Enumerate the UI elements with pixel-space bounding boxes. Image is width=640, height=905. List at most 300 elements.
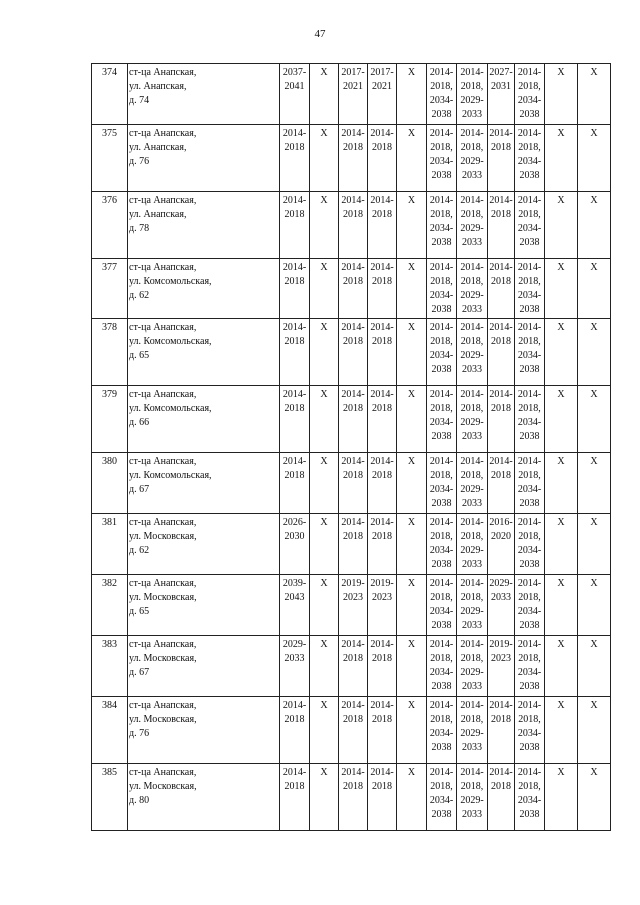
period-line: 2018 <box>372 276 392 287</box>
period-line: 2018 <box>343 653 363 664</box>
period-line: 2018 <box>343 142 363 153</box>
address-line: ул. Московская, <box>129 781 197 792</box>
not-applicable-cell <box>578 192 611 259</box>
period-line: 2018 <box>372 653 392 664</box>
period-line: 2014- <box>517 767 542 778</box>
period-line: 2038 <box>431 431 452 442</box>
period-cell <box>457 697 488 764</box>
period-cell <box>280 697 310 764</box>
x-mark: X <box>557 389 565 400</box>
period-cell <box>280 125 310 192</box>
period-line: 2018 <box>372 714 392 725</box>
period-line: 2018 <box>284 336 305 347</box>
period-cell <box>515 319 545 386</box>
period-line: 2029- <box>460 484 484 495</box>
period-cell <box>515 259 545 319</box>
period-line: 2014- <box>460 67 484 78</box>
not-applicable-cell <box>578 386 611 453</box>
period-line: 2014- <box>517 322 542 333</box>
not-applicable-cell <box>310 764 339 831</box>
period-line: 2014- <box>341 262 365 273</box>
period-line: 2018, <box>460 531 484 542</box>
period-cell <box>515 386 545 453</box>
period-cell <box>368 453 397 514</box>
period-line: 2014- <box>282 389 307 400</box>
period-line: 2014- <box>370 195 394 206</box>
period-line: 2014- <box>341 322 365 333</box>
period-line: 2034- <box>429 417 454 428</box>
period-line: 2033 <box>462 237 482 248</box>
period-cell <box>339 64 368 125</box>
table-row <box>92 764 611 831</box>
period-line: 2014- <box>489 262 513 273</box>
period-cell <box>427 319 457 386</box>
period-cell <box>280 192 310 259</box>
x-mark: X <box>407 262 416 273</box>
x-mark: X <box>407 456 416 467</box>
period-cell <box>457 259 488 319</box>
period-cell <box>427 453 457 514</box>
x-mark: X <box>590 128 598 139</box>
not-applicable-cell <box>578 636 611 697</box>
period-line: 2029- <box>460 795 484 806</box>
x-mark: X <box>407 128 416 139</box>
period-line: 2014- <box>517 262 542 273</box>
period-cell <box>280 259 310 319</box>
row-number-cell: 374 <box>92 64 128 125</box>
x-mark: X <box>407 700 416 711</box>
period-line: 2014- <box>370 262 394 273</box>
row-number-cell: 377 <box>92 259 128 319</box>
period-line: 2034- <box>429 290 454 301</box>
period-cell <box>457 319 488 386</box>
not-applicable-cell <box>310 259 339 319</box>
period-line: 2038 <box>519 498 540 509</box>
not-applicable-cell <box>397 125 427 192</box>
period-line: 2027- <box>489 67 513 78</box>
not-applicable-cell <box>397 64 427 125</box>
period-cell <box>339 386 368 453</box>
period-line: 2034- <box>429 545 454 556</box>
period-cell <box>515 125 545 192</box>
period-cell <box>368 259 397 319</box>
period-line: 2018 <box>343 531 363 542</box>
period-line: 2014- <box>341 389 365 400</box>
period-line: 2038 <box>519 237 540 248</box>
period-cell <box>488 514 515 575</box>
address-cell <box>128 575 280 636</box>
period-line: 2014- <box>341 700 365 711</box>
address-line: ул. Комсомольская, <box>129 276 212 287</box>
period-line: 2014- <box>341 517 365 528</box>
address-cell <box>128 64 280 125</box>
period-line: 2014- <box>341 639 365 650</box>
x-mark: X <box>590 322 598 333</box>
period-line: 2034- <box>429 350 454 361</box>
table-body <box>92 64 611 831</box>
period-cell <box>368 764 397 831</box>
period-line: 2018 <box>372 403 392 414</box>
period-cell <box>280 575 310 636</box>
period-cell <box>515 764 545 831</box>
period-line: 2014- <box>429 578 454 589</box>
period-line: 2018, <box>518 592 541 603</box>
period-line: 2018 <box>372 470 392 481</box>
period-line: 2038 <box>431 742 452 753</box>
period-line: 2038 <box>431 170 452 181</box>
address-line: д. 76 <box>129 728 150 739</box>
period-line: 2029- <box>460 95 484 106</box>
not-applicable-cell <box>310 514 339 575</box>
period-line: 2033 <box>284 653 305 664</box>
period-line: 2014- <box>489 128 513 139</box>
period-line: 2014- <box>489 322 513 333</box>
period-line: 2014- <box>282 322 307 333</box>
address-line: ст-ца Анапская, <box>129 195 197 206</box>
address-line: д. 65 <box>129 606 150 617</box>
period-cell <box>427 386 457 453</box>
period-line: 2038 <box>431 304 452 315</box>
x-mark: X <box>590 195 598 206</box>
period-line: 2014- <box>489 389 513 400</box>
period-line: 2018, <box>460 142 484 153</box>
period-line: 2014- <box>370 700 394 711</box>
period-line: 2043 <box>284 592 305 603</box>
period-cell <box>488 697 515 764</box>
not-applicable-cell <box>545 764 578 831</box>
period-line: 2014- <box>429 639 454 650</box>
period-line: 2038 <box>519 559 540 570</box>
period-line: 2014- <box>460 262 484 273</box>
period-cell <box>488 386 515 453</box>
period-line: 2029- <box>282 639 307 650</box>
period-line: 2034- <box>517 417 542 428</box>
period-line: 2033 <box>462 170 482 181</box>
period-line: 2038 <box>431 109 452 120</box>
period-line: 2018 <box>491 470 511 481</box>
period-line: 2018 <box>284 781 305 792</box>
x-mark: X <box>320 322 328 333</box>
period-line: 2014- <box>460 389 484 400</box>
address-line: ул. Московская, <box>129 592 197 603</box>
not-applicable-cell <box>310 319 339 386</box>
not-applicable-cell <box>397 386 427 453</box>
address-line: ст-ца Анапская, <box>129 767 197 778</box>
table-row <box>92 575 611 636</box>
period-cell <box>368 64 397 125</box>
x-mark: X <box>320 195 328 206</box>
period-line: 2014- <box>460 195 484 206</box>
address-line: д. 74 <box>129 95 150 106</box>
period-cell <box>280 636 310 697</box>
not-applicable-cell <box>310 192 339 259</box>
period-line: 2034- <box>517 667 542 678</box>
period-line: 2034- <box>517 223 542 234</box>
address-line: ст-ца Анапская, <box>129 128 197 139</box>
not-applicable-cell <box>397 697 427 764</box>
period-cell <box>368 514 397 575</box>
not-applicable-cell <box>545 125 578 192</box>
period-cell <box>515 575 545 636</box>
address-line: ст-ца Анапская, <box>129 389 197 400</box>
period-cell <box>427 575 457 636</box>
period-line: 2034- <box>517 795 542 806</box>
period-line: 2018, <box>460 781 484 792</box>
period-line: 2018, <box>430 403 453 414</box>
period-line: 2019- <box>489 639 513 650</box>
x-mark: X <box>557 195 565 206</box>
period-cell <box>368 319 397 386</box>
table-row <box>92 125 611 192</box>
address-cell <box>128 259 280 319</box>
period-cell <box>488 764 515 831</box>
period-line: 2014- <box>460 517 484 528</box>
table-row <box>92 453 611 514</box>
period-line: 2014- <box>517 67 542 78</box>
period-line: 2034- <box>517 545 542 556</box>
not-applicable-cell <box>578 514 611 575</box>
not-applicable-cell <box>578 453 611 514</box>
period-line: 2018, <box>460 592 484 603</box>
address-line: д. 76 <box>129 156 150 167</box>
period-line: 2014- <box>460 700 484 711</box>
period-line: 2018, <box>460 81 484 92</box>
period-line: 2018, <box>430 142 453 153</box>
period-line: 2018, <box>518 531 541 542</box>
period-line: 2038 <box>519 809 540 820</box>
period-line: 2014- <box>517 128 542 139</box>
period-cell <box>488 259 515 319</box>
period-cell <box>515 64 545 125</box>
period-line: 2033 <box>462 742 482 753</box>
period-cell <box>457 64 488 125</box>
period-cell <box>427 514 457 575</box>
period-line: 2034- <box>517 484 542 495</box>
period-line: 2014- <box>460 128 484 139</box>
period-cell <box>427 192 457 259</box>
address-line: ул. Анапская, <box>129 81 187 92</box>
address-cell <box>128 697 280 764</box>
period-line: 2014- <box>282 195 307 206</box>
period-line: 2034- <box>429 606 454 617</box>
address-cell <box>128 192 280 259</box>
period-line: 2014- <box>429 389 454 400</box>
period-cell <box>339 319 368 386</box>
row-number-cell: 383 <box>92 636 128 697</box>
period-line: 2019- <box>341 578 365 589</box>
period-cell <box>488 64 515 125</box>
period-cell <box>427 64 457 125</box>
period-cell <box>427 636 457 697</box>
period-cell <box>427 764 457 831</box>
period-line: 2029- <box>460 350 484 361</box>
address-line: ул. Комсомольская, <box>129 336 212 347</box>
period-line: 2034- <box>429 95 454 106</box>
period-line: 2018, <box>518 781 541 792</box>
table-row <box>92 386 611 453</box>
period-cell <box>339 125 368 192</box>
address-line: ул. Московская, <box>129 653 197 664</box>
period-line: 2018, <box>518 142 541 153</box>
period-cell <box>457 125 488 192</box>
period-line: 2034- <box>517 95 542 106</box>
period-line: 2018 <box>372 336 392 347</box>
period-cell <box>515 514 545 575</box>
period-line: 2029- <box>460 417 484 428</box>
period-line: 2018, <box>430 592 453 603</box>
row-number-cell: 384 <box>92 697 128 764</box>
not-applicable-cell <box>310 453 339 514</box>
period-line: 2034- <box>517 290 542 301</box>
period-cell <box>339 192 368 259</box>
period-line: 2038 <box>431 559 452 570</box>
not-applicable-cell <box>578 764 611 831</box>
period-cell <box>457 764 488 831</box>
period-line: 2018, <box>518 276 541 287</box>
period-line: 2014- <box>517 389 542 400</box>
period-line: 2014- <box>429 262 454 273</box>
period-line: 2033 <box>462 620 482 631</box>
table-row <box>92 259 611 319</box>
period-line: 2023 <box>491 653 511 664</box>
not-applicable-cell <box>578 64 611 125</box>
not-applicable-cell <box>578 575 611 636</box>
period-line: 2014- <box>429 67 454 78</box>
period-line: 2018 <box>284 714 305 725</box>
x-mark: X <box>557 700 565 711</box>
period-line: 2014- <box>517 578 542 589</box>
address-cell <box>128 764 280 831</box>
table-row <box>92 64 611 125</box>
period-line: 2018, <box>460 470 484 481</box>
period-line: 2021 <box>343 81 363 92</box>
period-cell <box>368 636 397 697</box>
not-applicable-cell <box>545 319 578 386</box>
x-mark: X <box>320 767 328 778</box>
period-line: 2014- <box>370 128 394 139</box>
period-cell <box>515 697 545 764</box>
table-row <box>92 697 611 764</box>
address-line: д. 62 <box>129 545 150 556</box>
period-line: 2018 <box>284 470 305 481</box>
period-line: 2018, <box>518 81 541 92</box>
period-line: 2018, <box>518 209 541 220</box>
period-line: 2023 <box>372 592 392 603</box>
x-mark: X <box>590 456 598 467</box>
period-line: 2038 <box>519 742 540 753</box>
not-applicable-cell <box>545 514 578 575</box>
period-line: 2038 <box>519 431 540 442</box>
x-mark: X <box>320 517 328 528</box>
period-line: 2033 <box>462 809 482 820</box>
period-cell <box>280 64 310 125</box>
period-line: 2014- <box>517 195 542 206</box>
period-line: 2018 <box>491 142 511 153</box>
period-line: 2038 <box>519 620 540 631</box>
address-line: д. 80 <box>129 795 150 806</box>
period-line: 2014- <box>341 128 365 139</box>
period-line: 2018, <box>460 403 484 414</box>
x-mark: X <box>590 67 598 78</box>
x-mark: X <box>557 767 565 778</box>
row-number-cell: 385 <box>92 764 128 831</box>
period-line: 2038 <box>431 620 452 631</box>
period-line: 2014- <box>429 700 454 711</box>
period-line: 2014- <box>341 456 365 467</box>
period-line: 2014- <box>282 262 307 273</box>
not-applicable-cell <box>545 575 578 636</box>
period-cell <box>488 453 515 514</box>
not-applicable-cell <box>578 319 611 386</box>
period-line: 2029- <box>460 667 484 678</box>
period-cell <box>457 514 488 575</box>
period-line: 2018, <box>518 403 541 414</box>
x-mark: X <box>320 67 328 78</box>
x-mark: X <box>407 639 416 650</box>
period-line: 2038 <box>519 170 540 181</box>
period-line: 2014- <box>370 456 394 467</box>
period-line: 2014- <box>460 456 484 467</box>
not-applicable-cell <box>545 453 578 514</box>
x-mark: X <box>590 639 598 650</box>
period-line: 2018, <box>518 653 541 664</box>
period-line: 2018, <box>518 336 541 347</box>
address-line: ст-ца Анапская, <box>129 517 197 528</box>
period-cell <box>457 575 488 636</box>
address-line: ул. Комсомольская, <box>129 470 212 481</box>
period-line: 2018, <box>430 470 453 481</box>
x-mark: X <box>407 767 416 778</box>
row-number-cell: 376 <box>92 192 128 259</box>
period-line: 2034- <box>517 350 542 361</box>
not-applicable-cell <box>397 319 427 386</box>
period-line: 2018 <box>284 276 305 287</box>
period-line: 2014- <box>489 456 513 467</box>
period-line: 2033 <box>491 592 511 603</box>
period-cell <box>339 697 368 764</box>
period-cell <box>280 453 310 514</box>
address-line: ст-ца Анапская, <box>129 578 197 589</box>
address-cell <box>128 453 280 514</box>
period-line: 2029- <box>460 223 484 234</box>
period-cell <box>515 453 545 514</box>
period-line: 2014- <box>282 700 307 711</box>
period-line: 2018 <box>491 781 511 792</box>
address-line: д. 62 <box>129 290 150 301</box>
period-line: 2029- <box>460 606 484 617</box>
x-mark: X <box>590 262 598 273</box>
period-cell <box>488 192 515 259</box>
period-line: 2018, <box>460 336 484 347</box>
period-line: 2018, <box>518 470 541 481</box>
not-applicable-cell <box>578 259 611 319</box>
period-line: 2034- <box>429 728 454 739</box>
period-line: 2014- <box>489 700 513 711</box>
x-mark: X <box>590 767 598 778</box>
period-cell <box>368 386 397 453</box>
table-row <box>92 636 611 697</box>
address-line: д. 67 <box>129 484 150 495</box>
not-applicable-cell <box>397 259 427 319</box>
period-line: 2014- <box>370 517 394 528</box>
period-line: 2038 <box>519 304 540 315</box>
address-line: ул. Московская, <box>129 531 197 542</box>
not-applicable-cell <box>310 125 339 192</box>
period-line: 2034- <box>517 156 542 167</box>
period-line: 2029- <box>460 290 484 301</box>
address-line: ст-ца Анапская, <box>129 639 197 650</box>
period-line: 2018, <box>430 81 453 92</box>
